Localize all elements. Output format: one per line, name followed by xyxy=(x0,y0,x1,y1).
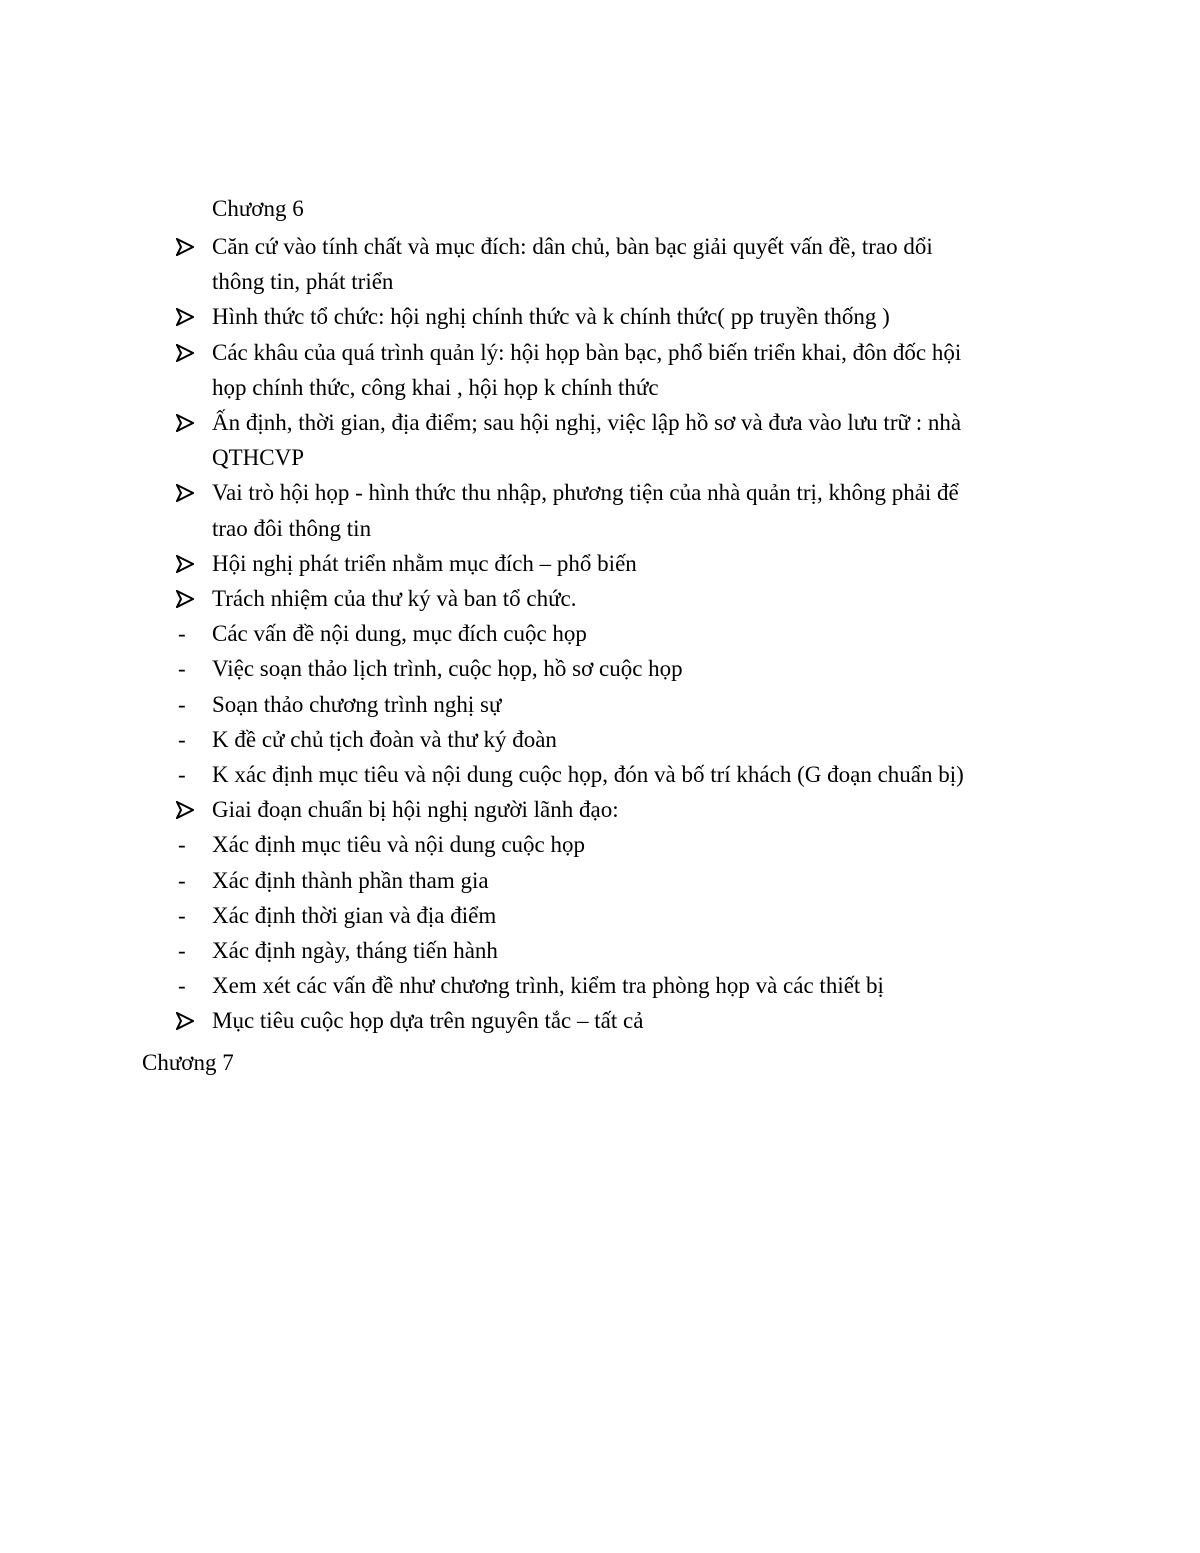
dash-bullet-symbol: - xyxy=(178,973,186,999)
list-item-text: Xác định thời gian và địa điểm xyxy=(212,902,497,928)
list-item xyxy=(172,898,1072,933)
dash-bullet-symbol: - xyxy=(178,726,186,752)
list-item xyxy=(172,968,1072,1003)
list-item xyxy=(172,863,1072,898)
list-item-text: Hình thức tổ chức: hội nghị chính thức và k chính thức( pp truyền thống ) xyxy=(212,304,890,330)
list-item xyxy=(172,229,1072,299)
list-item-text: Trách nhiệm của thư ký và ban tổ chức. xyxy=(212,586,577,612)
arrow-bullet-icon xyxy=(176,414,194,432)
list-item-text: Ấn định, thời gian, địa điểm; sau hội nghị, việc lập hồ sơ và đưa vào lưu trữ : nhà xyxy=(212,410,962,436)
list-item xyxy=(172,757,1072,792)
chapter-6-heading: Chương 6 xyxy=(212,196,304,221)
list-item-text: K xác định mục tiêu và nội dung cuộc họp, đón và bố trí khách (G đoạn chuẩn bị) xyxy=(212,762,964,788)
dash-bullet-symbol: - xyxy=(178,938,186,964)
list-item-text: họp chính thức, công khai , hội họp k chính thức xyxy=(212,374,659,400)
list-item xyxy=(172,335,1072,405)
list-item-text: Căn cứ vào tính chất và mục đích: dân chủ, bàn bạc giải quyết vấn đề, trao dổi xyxy=(212,234,933,259)
arrow-bullet-icon xyxy=(176,344,194,362)
list-item xyxy=(172,475,1072,545)
dash-bullet-symbol: - xyxy=(178,691,186,717)
list-item-text: thông tin, phát triển xyxy=(212,269,394,295)
list-item-text: QTHCVP xyxy=(212,445,305,471)
list-item-text: K đề cử chủ tịch đoàn và thư ký đoàn xyxy=(212,726,557,752)
list-item-text: Xem xét các vấn đề như chương trình, kiểm tra phòng họp và các thiết bị xyxy=(212,973,884,999)
chapter-7-heading: Chương 7 xyxy=(142,1050,234,1075)
list-item xyxy=(172,792,1072,827)
list-item xyxy=(172,405,1072,475)
dash-bullet-symbol: - xyxy=(178,762,186,788)
list-item-text: Các khâu của quá trình quản lý: hội họp bàn bạc, phổ biến triển khai, đôn đốc hội xyxy=(212,339,962,365)
list-item xyxy=(172,933,1072,968)
list-item-text: Soạn thảo chương trình nghị sự xyxy=(212,691,502,717)
list-item xyxy=(172,546,1072,581)
list-item xyxy=(172,651,1072,686)
arrow-bullet-icon xyxy=(176,238,194,256)
list-item xyxy=(172,722,1072,757)
list-item-text: Mục tiêu cuộc họp dựa trên nguyên tắc – tất cả xyxy=(212,1008,644,1034)
list-item-text: Xác định mục tiêu và nội dung cuộc họp xyxy=(212,832,586,858)
list-item-text: Việc soạn thảo lịch trình, cuộc họp, hồ sơ cuộc họp xyxy=(212,656,683,682)
arrow-bullet-icon xyxy=(176,801,194,819)
list-item-text: Giai đoạn chuẩn bị hội nghị người lãnh đạo: xyxy=(212,797,619,823)
arrow-bullet-icon xyxy=(176,590,194,608)
list-item-text: trao đôi thông tin xyxy=(212,515,372,541)
list-item-text: Hội nghị phát triển nhằm mục đích – phổ biến xyxy=(212,550,637,576)
list-item-text: Xác định thành phần tham gia xyxy=(212,867,489,893)
list-item-text: Các vấn đề nội dung, mục đích cuộc họp xyxy=(212,621,587,647)
dash-bullet-symbol: - xyxy=(178,902,186,928)
arrow-bullet-icon xyxy=(176,1012,194,1030)
list-item xyxy=(172,1003,1072,1038)
dash-bullet-symbol: - xyxy=(178,867,186,893)
arrow-bullet-icon xyxy=(176,555,194,573)
list-item-text: Vai trò hội họp - hình thức thu nhập, phương tiện của nhà quản trị, không phải để xyxy=(212,480,959,506)
list-item-text: Xác định ngày, tháng tiến hành xyxy=(212,938,498,964)
arrow-bullet-icon xyxy=(176,484,194,502)
dash-bullet-symbol: - xyxy=(178,832,186,858)
dash-bullet-symbol: - xyxy=(178,621,186,647)
list-item xyxy=(172,616,1072,651)
list-item xyxy=(172,827,1072,862)
dash-bullet-symbol: - xyxy=(178,656,186,682)
bullet-list xyxy=(172,229,1072,1039)
list-item xyxy=(172,581,1072,616)
list-item xyxy=(172,299,1072,334)
list-item xyxy=(172,687,1072,722)
arrow-bullet-icon xyxy=(176,308,194,326)
